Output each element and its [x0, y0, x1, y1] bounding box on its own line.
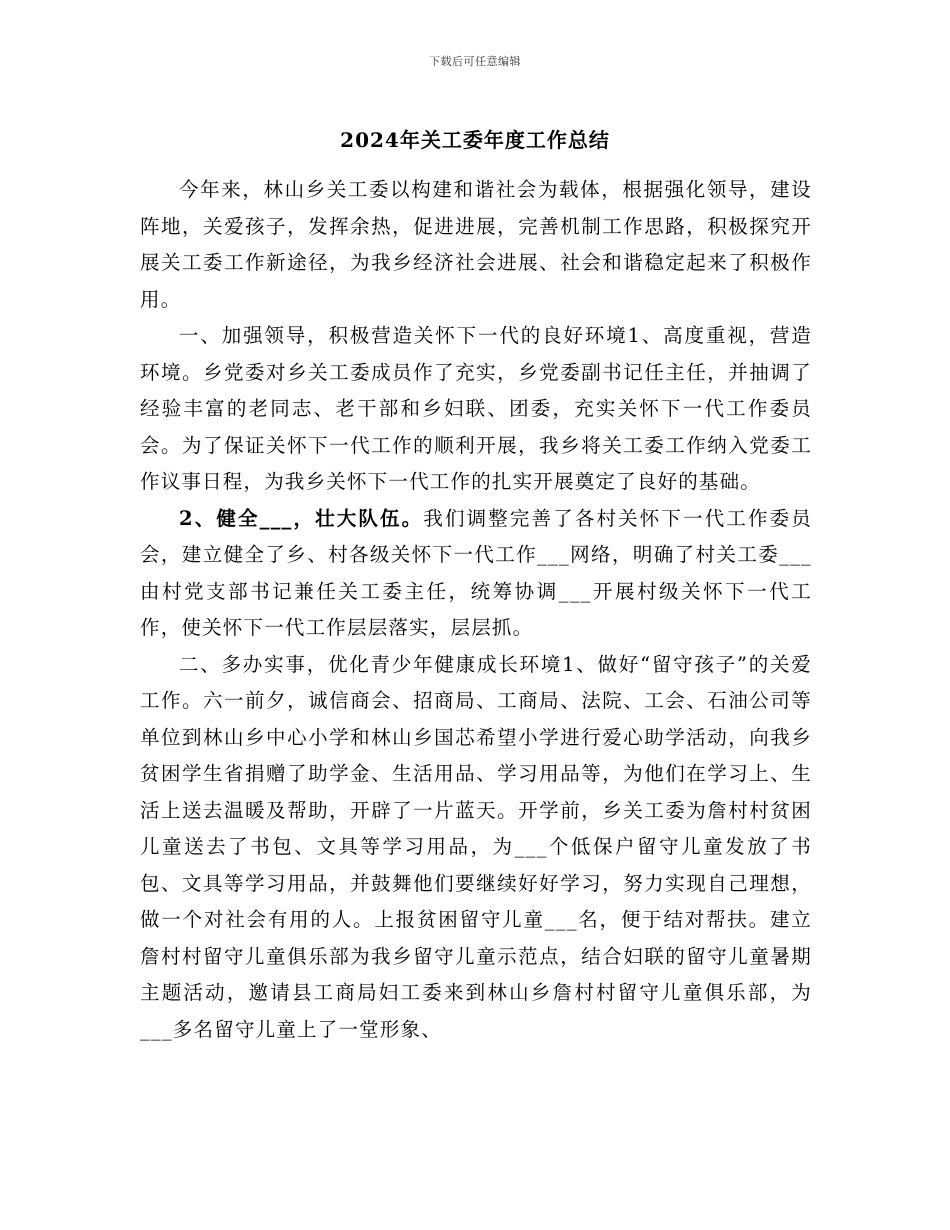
document-body — [140, 172, 812, 1048]
paragraph — [140, 172, 812, 318]
paragraph — [140, 647, 812, 1049]
paragraph-text: 今年来，林山乡关工委以构建和谐社会为载体，根据强化领导，建设阵地，关爱孩子，发挥余热，促进进展，完善机制工作思路，积极探究开展关工委工作新途径，为我乡经济社会进展、社会和谐稳定起来了积极作用。 — [140, 178, 812, 311]
paragraph-text: 一、加强领导，积极营造关怀下一代的良好环境1、高度重视，营造环境。乡党委对乡关工委成员作了充实，乡党委副书记任主任，并抽调了经验丰富的老同志、老干部和乡妇联、团委，充实关怀下一代工作委员会。为了保证关怀下一代工作的顺利开展，我乡将关工委工作纳入党委工作议事日程，为我乡关怀下一代工作的扎实开展奠定了良好的基础。 — [140, 324, 812, 493]
paragraph — [140, 501, 812, 647]
paragraph-text: 二、多办实事，优化青少年健康成长环境1、做好“留守孩子”的关爱工作。六一前夕，诚信商会、招商局、工商局、法院、工会、石油公司等单位到林山乡中心小学和林山乡国芯希望小学进行爱心助学活动，向我乡贫困学生省捐赠了助学金、生活用品、学习用品等，为他们在学习上、生活上送去温暖及帮助，开辟了一片蓝天。开学前，乡关工委为詹村村贫困儿童送去了书包、文具等学习用品，为___个低保户留守儿童发放了书包、文具等学习用品，并鼓舞他们要继续好好学习，努力实现自己理想，做一个对社会有用的人。上报贫困留守儿童___名，便于结对帮扶。建立詹村村留守儿童俱乐部为我乡留守儿童示范点，结合妇联的留守儿童暑期主题活动，邀请县工商局妇工委来到林山乡詹村村留守儿童俱乐部，为___多名留守儿童上了一堂形象、 — [140, 652, 812, 1041]
document-title: 2024年关工委年度工作总结 — [340, 128, 610, 152]
paragraph-text: 我们调整完善了各村关怀下一代工作委员会，建立健全了乡、村各级关怀下一代工作___网络，明确了村关工委___由村党支部书记兼任关工委主任，统筹协调___开展村级关怀下一代工作，使关怀下一代工作层层落实，层层抓。 — [140, 506, 812, 639]
paragraph — [140, 318, 812, 501]
header-note: 下载后可任意编辑 — [429, 55, 521, 68]
paragraph-lead: 2、健全___，壮大队伍。 — [179, 506, 424, 530]
